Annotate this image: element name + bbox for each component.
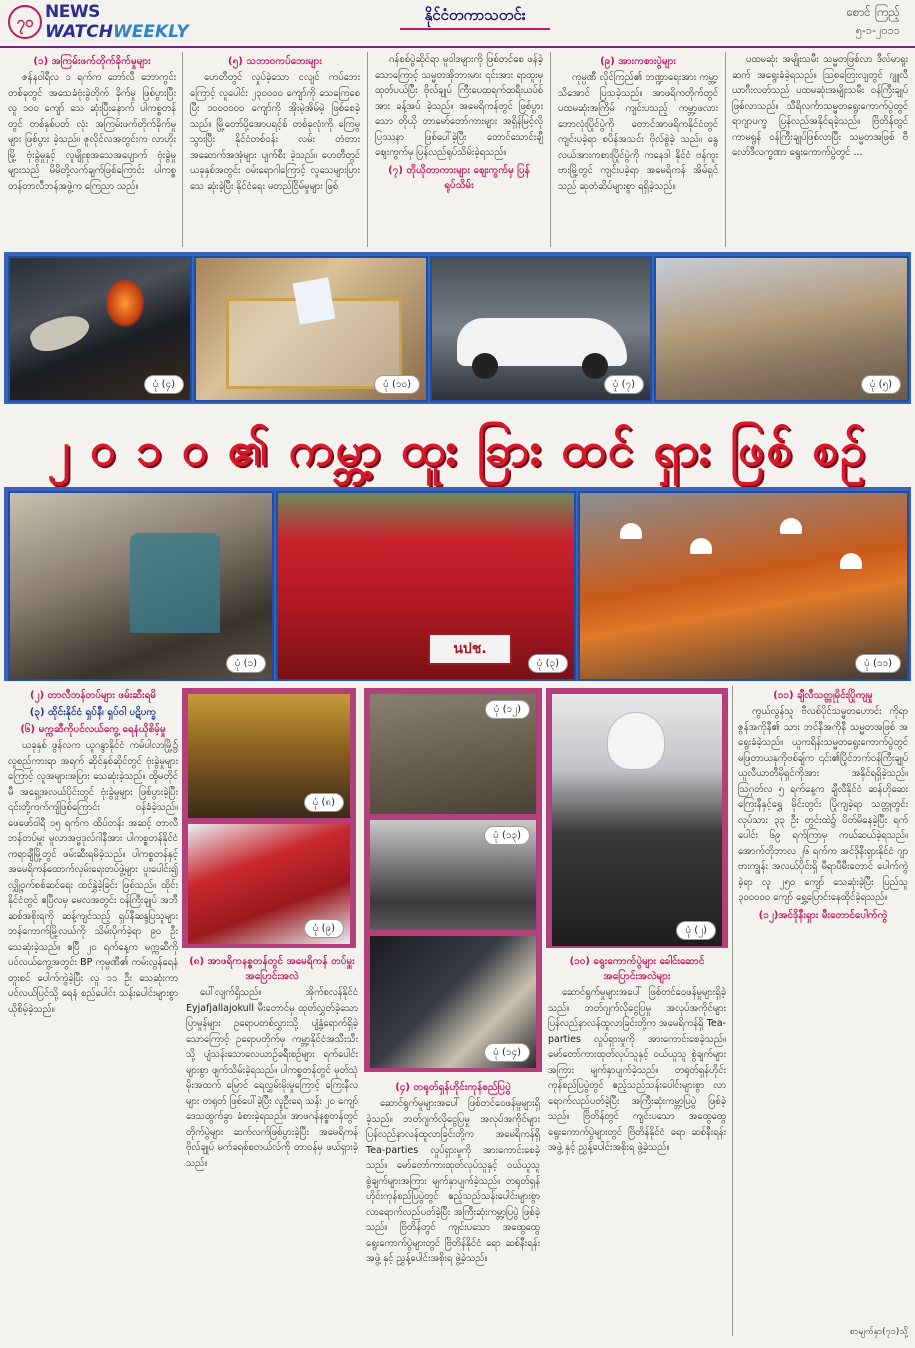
logo-news: NEWS — [45, 2, 100, 22]
article-heading: (၁၂)အင်ဒိုနီးရှား မီးတောင်ပေါက်ကွဲ — [758, 909, 888, 921]
photo-hall — [186, 692, 352, 820]
article-heading: (၁၀) ရွေးကောက်ပွဲများ ခေါင်းဆောင်အပြောင်းအလဲများ — [569, 956, 705, 982]
continued-note: စာမျက်နှာ(၇၁)သို့ — [849, 1327, 908, 1337]
article-column-bottom-4 — [548, 952, 726, 1342]
logo-watch: WATCH — [45, 22, 113, 42]
photo-skaters — [186, 822, 352, 946]
photo-voting — [194, 256, 428, 402]
photo-caption: ပုံ (၁၁) — [855, 654, 901, 673]
article-column-bottom-1 — [8, 686, 178, 1341]
photo-detainee — [550, 692, 724, 948]
page-number: ၇၀ — [8, 5, 42, 39]
photo-speaker — [368, 934, 538, 1070]
article-text: ဂန်စစ်ပွဲဆိုင်ရာ မူဝါဒများကို ဖြစ်တင်စေ ဖန်ခဲ့သောကြောင့် သမ္မတအိုဘားမား ၎င်းအား ရာထူးမှ ထုတ်ပယ်ပြီး ဗိုလ်ချုပ် ကြီးပေထရက်ထရီးယပ်စ်အား ခန့်အပ် ခဲ့သည်။ အမေရိကန်တွင် ဖြစ်ပွားသော တိုယို တာမော်တော်ကားများ အရှိန်မြင့်လိုပြဿနာ ဖြစ်ပေါ်ခဲ့ပြီး တောင်သောင်းချီ ဈေးကွက်မှ ပြန်လည်ရုပ်သိမ်းခဲ့ရသည်။ — [375, 54, 543, 158]
photo-oil-spill — [8, 256, 192, 402]
article-heading: (၆) မက္ကဆီကိုပင်လယ်ကွေ့ ရေနံယိုစိမ့်မှု — [20, 724, 166, 735]
issue-label: စောင် ကြည့် — [845, 5, 900, 19]
article-heading: (၅) သဘာဝကပ်ဘေးများ — [228, 56, 322, 67]
helmet-shape — [780, 518, 802, 534]
fire-shape — [105, 278, 145, 328]
article-column-bottom-5 — [738, 686, 908, 1322]
article-text: ကုမ္ပဏီ လိုင်ကြည်၏ ဘဏ္ဍာရေးအား ကမ္ဘာ့သိအောင် ပြသခဲ့သည်။ အာဖရိကတိုက်တွင် ပထမဆုံးအကြိမ် ကျင်းပသည့် ကမ္ဘာ့ဖလားဘောလုံးပြိုင်ပွဲကို တောင်အာဖရိကနိုင်ငံတွင် ကျင်းပခဲ့ရာ စပိန်အသင်း ဗိုလ်စွဲခဲ့ သည်။ နွေလယ်အားကစားပြိုင်ပွဲကို ကနေဒါ နိုင်ငံ ဗန်ကူးဗားမြို့တွင် ကျင်းပခဲ့ရာ အမေရိကန် အိမ်ရှင်သည် ဆုတံဆိပ်များစွာ ရရှိခဲ့သည်။ — [558, 72, 718, 192]
article-column-2 — [190, 52, 360, 247]
helmet-shape — [620, 523, 642, 539]
photo-caption: ပုံ (၇) — [604, 375, 644, 394]
article-text: ဆောင်ရွက်မှုများအပေါ် ဖြစ်တင်ဝေဖန်မှုများရှိခဲ့သည်။ ဘတ်ဂျက်လိုငွေပြမှု အလုပ်အကိုင်များ ပြန်လည်နာလန်ထူလာခြင်းတို့က အမေရိကန်ရှိ Tea-parties လှုပ်ရှားမှုကို အားကောင်းစေခဲ့သည်။ မော်တော်ကားထုတ်လုပ်သူနှင့် ဝယ်ယူသူ စွဲချက်များအကြား မျက်နှာပျက်ခဲ့သည်။ တရုတ်ရှန်ဟိုင်းကုန်စည်ပြပွဲတွင် ဧည့်သည်သန်းပေါင်းများစွာ လာရောက်လည်ပတ်ခဲ့ပြီး အကြီးဆုံးကမ္ဘာ့ပြပွဲ ဖြစ်ခဲ့သည်။ ဗြိတိန်တွင် ကျင်းပသော အထွေထွေ ရွေးကောက်ပွဲများတွင် ဗြိတိန်နိုင်ငံ ရော ဆစ်နီးရန်းအဖွဲ့ နှင့် ညွှန့်ပေါင်းအစိုးရ ဖွဲ့ခဲ့သည်။ — [366, 1098, 540, 1264]
article-heading: (၈) အာဖရိကနစ္စတန်တွင် အမေရိကန် တပ်မှူးအပြောင်းအလဲ — [189, 956, 355, 982]
article-column-1 — [8, 52, 176, 247]
article-text: ကွယ်လွန်သူ ဗီလစ်ပိုင်သမ္မတဟောင်း ကိုရာဇွန်အကိုနီ၏ သား ဘင်နီအကိုနီ သမ္မတအဖြစ် အရွေးခံခဲ့သည်။ ယူကရိန်းသမ္မတရွေးကောက်ပွဲတွင် မဖြတာယနုကိုဗစ်ချ်က ၎င်း၏ပြိုင်ဘက်ဝန်ကြီးချုပ် ယူလီယာတီမိုရှင်ကိုအား အနိုင်ရရှိခဲ့သည်။ ဩဂုတ်လ ၅ ရက်နေ့က ချီလီနိုင်ငံ ဆန်ဟိုဆေး ကြေးနီနှင့်ရွှေ မိုင်းတွင်း ပြိုကျခဲ့ရာ သတ္တုတွင်းလုပ်သား ၃၃ ဦး တွင်းထဲ၌ ပိတ်မိနေခဲ့ပြီး ရက်ပေါင်း ၆၉ ရက်ကြာမှ ကယ်ဆယ်ခဲ့ရသည်။ အောက်တိုဘာလ ၂၆ ရက်က အင်ဒိုနီးရှားနိုင်ငံ ဂျာဗားကျွန်း အလယ်ပိုင်းရှိ မီရာပီမီးတောင် ပေါက်ကွဲခဲ့ရာ လူ ၂၅၀ ကျော် သေဆုံးခဲ့ပြီး ပြည်သူ ၃၀၀၀၀၀ ကျော် ရွှေ့ပြောင်းနေထိုင်ခဲ့ရသည်။ — [738, 706, 908, 903]
article-column-3 — [375, 52, 543, 247]
photo-miners — [578, 491, 909, 681]
photo-caption: ပုံ (၉) — [304, 919, 344, 938]
logo-watch-weekly — [45, 22, 189, 42]
main-headline: ၂ ၀ ၁ ၀ ၏ ကမ္ဘာ့ ထူး ခြား ထင် ရှား ဖြစ် စဉ် — [47, 422, 868, 476]
article-text: ပထမဆုံး အမျိုးသမီး သမ္မတဖြစ်လာ ဒီလ်မာရူးဆက် အရွေးခံခဲ့ရသည်။ ဩစတြေးလျတွင် ဂျူလီယာဂီးလတ်သည် ပထမဆုံးအမျိုးသမီး ဝန်ကြီးချုပ် ဖြစ်လာသည်။ သီရိလင်္ကာသမ္မတရွေးကောက်ပွဲတွင် ရာဂျာပက္ခ ပြန်လည်အနိုင်ရခဲ့သည်။ ဗြိတိန်တွင် ကာမရွန် ဝန်ကြီးချုပ်ဖြစ်လာပြီး သမ္မတအဖြစ် ဗီလော်ဒီလက္ခဏာ ရွေးကောက်ပွဲတွင် ... — [732, 54, 908, 158]
column-divider — [732, 686, 733, 1336]
photo-caption: ပုံ (၃) — [528, 654, 568, 673]
article-heading: (၉) အားကစားပွဲများ — [600, 56, 676, 67]
photo-smoke — [368, 818, 538, 932]
photo-caption: ပုံ (၈) — [304, 793, 344, 812]
blindfold-shape — [607, 712, 665, 770]
article-column-bottom-3 — [366, 1078, 540, 1342]
photo-caption: ပုံ (၂) — [676, 921, 716, 940]
photo-earthquake — [654, 256, 909, 402]
article-heading: (၂) တာလီဘန်တပ်များ ဖမ်းဆီးရမိ — [29, 690, 157, 701]
article-text: ဇန်နဝါရီလ ၁ ရက်က ဘော်လီ ဘောကွင်းတစ်ခုတွင် အသေခံဗုံးခွဲတိုက် ခိုက်မှု ဖြစ်ပွားပြီး လူ ၁၀၀ ကျော် သေ ဆုံးပြီးနောက် ပါကစ္စတန်တွင် တစ်နှစ်ပတ် လုံး အကြမ်းဖက်တိုက်ခိုက်မှုများ ဖြစ်ပွား ခဲ့သည်။ ဇူလိုင်လအတွင်းက လာဟိုးမြို့ ဗုံးခွဲမှုနှင့် လူမျိုးစုအသေအပျောက် ဗုံးခွဲမှု များသည် မိမိတို့လက်ချက်ဖြစ်ကြောင်း ပါကစ္စတန်တာလီဘန်အဖွဲ့က ကြေညာ သည်။ — [8, 72, 176, 192]
article-text: ဆောင်ရွက်မှုများအပေါ် ဖြစ်တင်ဝေဖန်မှုများရှိခဲ့သည်။ ဘတ်ဂျက်လိုငွေပြမှု အလုပ်အကိုင်များ ပြန်လည်နာလန်ထူလာခြင်းတို့က အမေရိကန်ရှိ Tea-parties လှုပ်ရှားမှုကို အားကောင်းစေခဲ့သည်။ မော်တော်ကားထုတ်လုပ်သူနှင့် ဝယ်ယူသူ စွဲချက်များအကြား မျက်နှာပျက်ခဲ့သည်။ တရုတ်ရှန်ဟိုင်းကုန်စည်ပြပွဲတွင် ဧည့်သည်သန်းပေါင်းများစွာ လာရောက်လည်ပတ်ခဲ့ပြီး အကြီးဆုံးကမ္ဘာ့ပြပွဲ ဖြစ်ခဲ့သည်။ ဗြိတိန်တွင် ကျင်းပသော အထွေထွေ ရွေးကောက်ပွဲများတွင် ဗြိတိန်နိုင်ငံ ရော ဆစ်နီးရန်းအဖွဲ့ နှင့် ညွှန့်ပေါင်းအစိုးရ ဖွဲ့ခဲ့သည်။ — [548, 987, 726, 1153]
section-title: နိုင်ငံတကာသတင်း — [400, 6, 550, 30]
article-text: ယခုနှစ် ဖွန်လက ယူဂန္ဒာနိုင်ငံ ကမ်ပါလာမြို့၌ လူစည်ကားရာ အရက် ဆိုင်နှစ်ဆိုင်တွင် ဗုံးခွဲမှုများကြောင့် လူအများအပြား သေဆုံးခဲ့သည်။ ထိုမတိုင်မီ အရှေ့အလယ်ပိုင်းတွင် ဗုံးခွဲမှုများ ဖြစ်ပွားခဲ့ပြီး ၎င်းတို့ကက်ကျ်ဖြစ်ကြောင်း ဝန်ခံခဲ့သည်။ ဖေဖော်ဝါရီ ၁၅ ရက်က ထိပ်တန်း အဆင့် တာလီဘန်တပ်မှူး မူလာအဗ္ဗဒုလ်ဂါနီအား ပါကစ္စတန်နိုင်ငံ ကရာချီမြို့တွင် ဖမ်းဆီးရမိခဲ့သည်။ ပါကစ္စတန်နှင့် အမေရိကန်ထောက်လှမ်းရေးတပ်ဖွဲ့များ ပူးပေါင်း၍ လျှို့ဝှက်စစ်ဆင်ရေး ထင်နွှဲခဲ့ခြင်း ဖြစ်သည်။ ထိုင်းနိုင်ငံတွင် ဧပြီလမှ မေလအတွင်း ဝန်ကြီးချုပ် အဘီဆစ်အစိုးရကို ဆန့်ကျင်သည့် ရှပ်နီဆန္ဒပြသူများ ဘန်ကောက်မြို့လယ်ကို သိမ်းပိုက်ခဲ့ရာ ၉၀ ဦး သေဆုံးခဲ့သည်။ ဧပြီ ၂၀ ရက်နေ့က မက္ကဆီကိုပင်လယ်ကွေ့အတွင်း BP ကုမ္ပဏီ၏ ကမ်းလွန်ရေနံတူးစင် ပေါက်ကွဲခဲ့ပြီး လူ ၁၁ ဦး သေဆုံးကာ ပင်လယ်ပြင်သို့ ရေနံ စည်ပေါင်း သန်းပေါင်းများစွာ ယိုစိမ့်ခဲ့သည်။ — [8, 740, 178, 1015]
protest-sign: นปช. — [428, 633, 512, 665]
ballot-paper-shape — [293, 277, 336, 325]
article-heading: (၄) တရုတ်ရှန်ဟိုင်းကုန်စည်ပြပွဲ — [395, 1082, 511, 1093]
photo-caption: ပုံ (၁၂) — [485, 700, 530, 719]
photo-burnt-cars — [368, 692, 538, 816]
wheel-shape — [582, 353, 608, 379]
article-text: ဟေတီတွင် လှုပ်ခဲ့သော ငလျင် ကပ်ဘေးကြောင့် လူပေါင်း ၂၃၀၀၀၀ ကျော်ကို သေကြေစေပြီး ၁၀၀၀၀၀၀ ကျော်ကို အိုးမဲ့အိမ်မဲ့ ဖြစ်စေခဲ့သည်။ မြို့တော်ပို့အောပရင့်စ် တစ်ခုလုံးကို ကြေမွ သွားပြီး နိုင်ငံတစ်ဝန်း လမ်း တံတား အဆောက်အအုံများ ပျက်စီး ခဲ့သည်။ ဟေတီတွင် ယခုနှစ်အတွင်း ဝမ်းရောဂါကြောင့် လူသေများပြား သေ ဆုံးခဲ့ပြီး နိုင်ငံရေး မတည်ငြိမ်မှုများ ဖြစ် — [190, 72, 360, 192]
article-heading: (၃) ထိုင်းနိုင်ငံ ရှပ်နီ၊ ရှပ်ဝါ ပဋိပက္ခ — [29, 707, 157, 718]
column-divider — [725, 52, 726, 247]
photo-caption: ပုံ (၁၃) — [484, 826, 530, 845]
issue-date: ၅-၁-၂၀၁၁ — [855, 24, 900, 37]
photo-protest — [276, 491, 576, 681]
article-heading: (၇) တိုယိုတာကားများ ဈေးကွက်မှ ပြန်ရုပ်သိမ်း — [388, 164, 530, 191]
wheel-shape — [472, 353, 498, 379]
photo-car — [430, 256, 652, 402]
article-column-bottom-2 — [186, 952, 358, 1342]
helmet-shape — [690, 538, 712, 554]
photo-caption: ပုံ (၁) — [226, 654, 266, 673]
bird-shape — [27, 309, 94, 358]
photo-caption: ပုံ (၁၀) — [374, 375, 420, 394]
column-divider — [367, 52, 368, 247]
photo-caption: ပုံ (၄) — [144, 375, 184, 394]
article-column-4 — [558, 52, 718, 247]
photo-caption: ပုံ (၁၄) — [484, 1043, 530, 1062]
logo-weekly: WEEKLY — [112, 22, 189, 42]
rickshaw-shape — [130, 533, 220, 633]
article-text: ပေါ်လျက်ရှိသည်။ အိုက်စလန်နိုင်ငံ Eyjafjallajokull မီးတောင်မှ ထုတ်လွှတ်ခဲ့သော ပြာမှုန်များ ဥရောပတစ်လွှားသို့ ပျံ့နှံ့ရောက်ရှိခဲ့သောကြောင့် ဥရောပတိုက်မှ ကမ္ဘာ့နိုင်ငံအသီးသီးသို့ ပျံသန်းသောလေယာဉ်ခရီးစဉ်များ ရက်ပေါင်းများစွာ ဖျက်သိမ်းခဲ့ရသည်။ ပါကစ္စတန်တွင် မုတ်သုံမိုးအထက် မြောင် ရေလွှမ်းမိုးမှုကြောင့် ကြေးနီလများ တရုတ် ဖြစ်ပေါ်ခဲ့ပြီး လူဦးရေ သန်း ၂၀ ကျော် ဒေသထွက်ခွာ ခံစားခဲ့ရသည်။ အာဖဂန်နစ္စတန်တွင် တိုက်ပွဲများ ဆက်လက်ဖြစ်ပွားခဲ့ပြီး အမေရိကန် ဗိုလ်ချုပ် မက်ခရစ်စတယ်လ်ကို တာဝန်မှ ဖယ်ရှားခဲ့သည်။ — [186, 987, 358, 1169]
article-heading: (၁၁) ချီလီသတ္တုမိုင်းပြိုကျမှု — [773, 690, 873, 701]
photo-blast — [8, 491, 274, 681]
photo-caption: ပုံ (၅) — [861, 375, 901, 394]
column-divider — [182, 52, 183, 247]
helmet-shape — [840, 553, 862, 569]
column-divider — [550, 52, 551, 247]
article-heading: (၁) အကြမ်းဖက်တိုက်ခိုက်မှုများ — [33, 56, 151, 67]
article-column-5 — [732, 52, 908, 247]
